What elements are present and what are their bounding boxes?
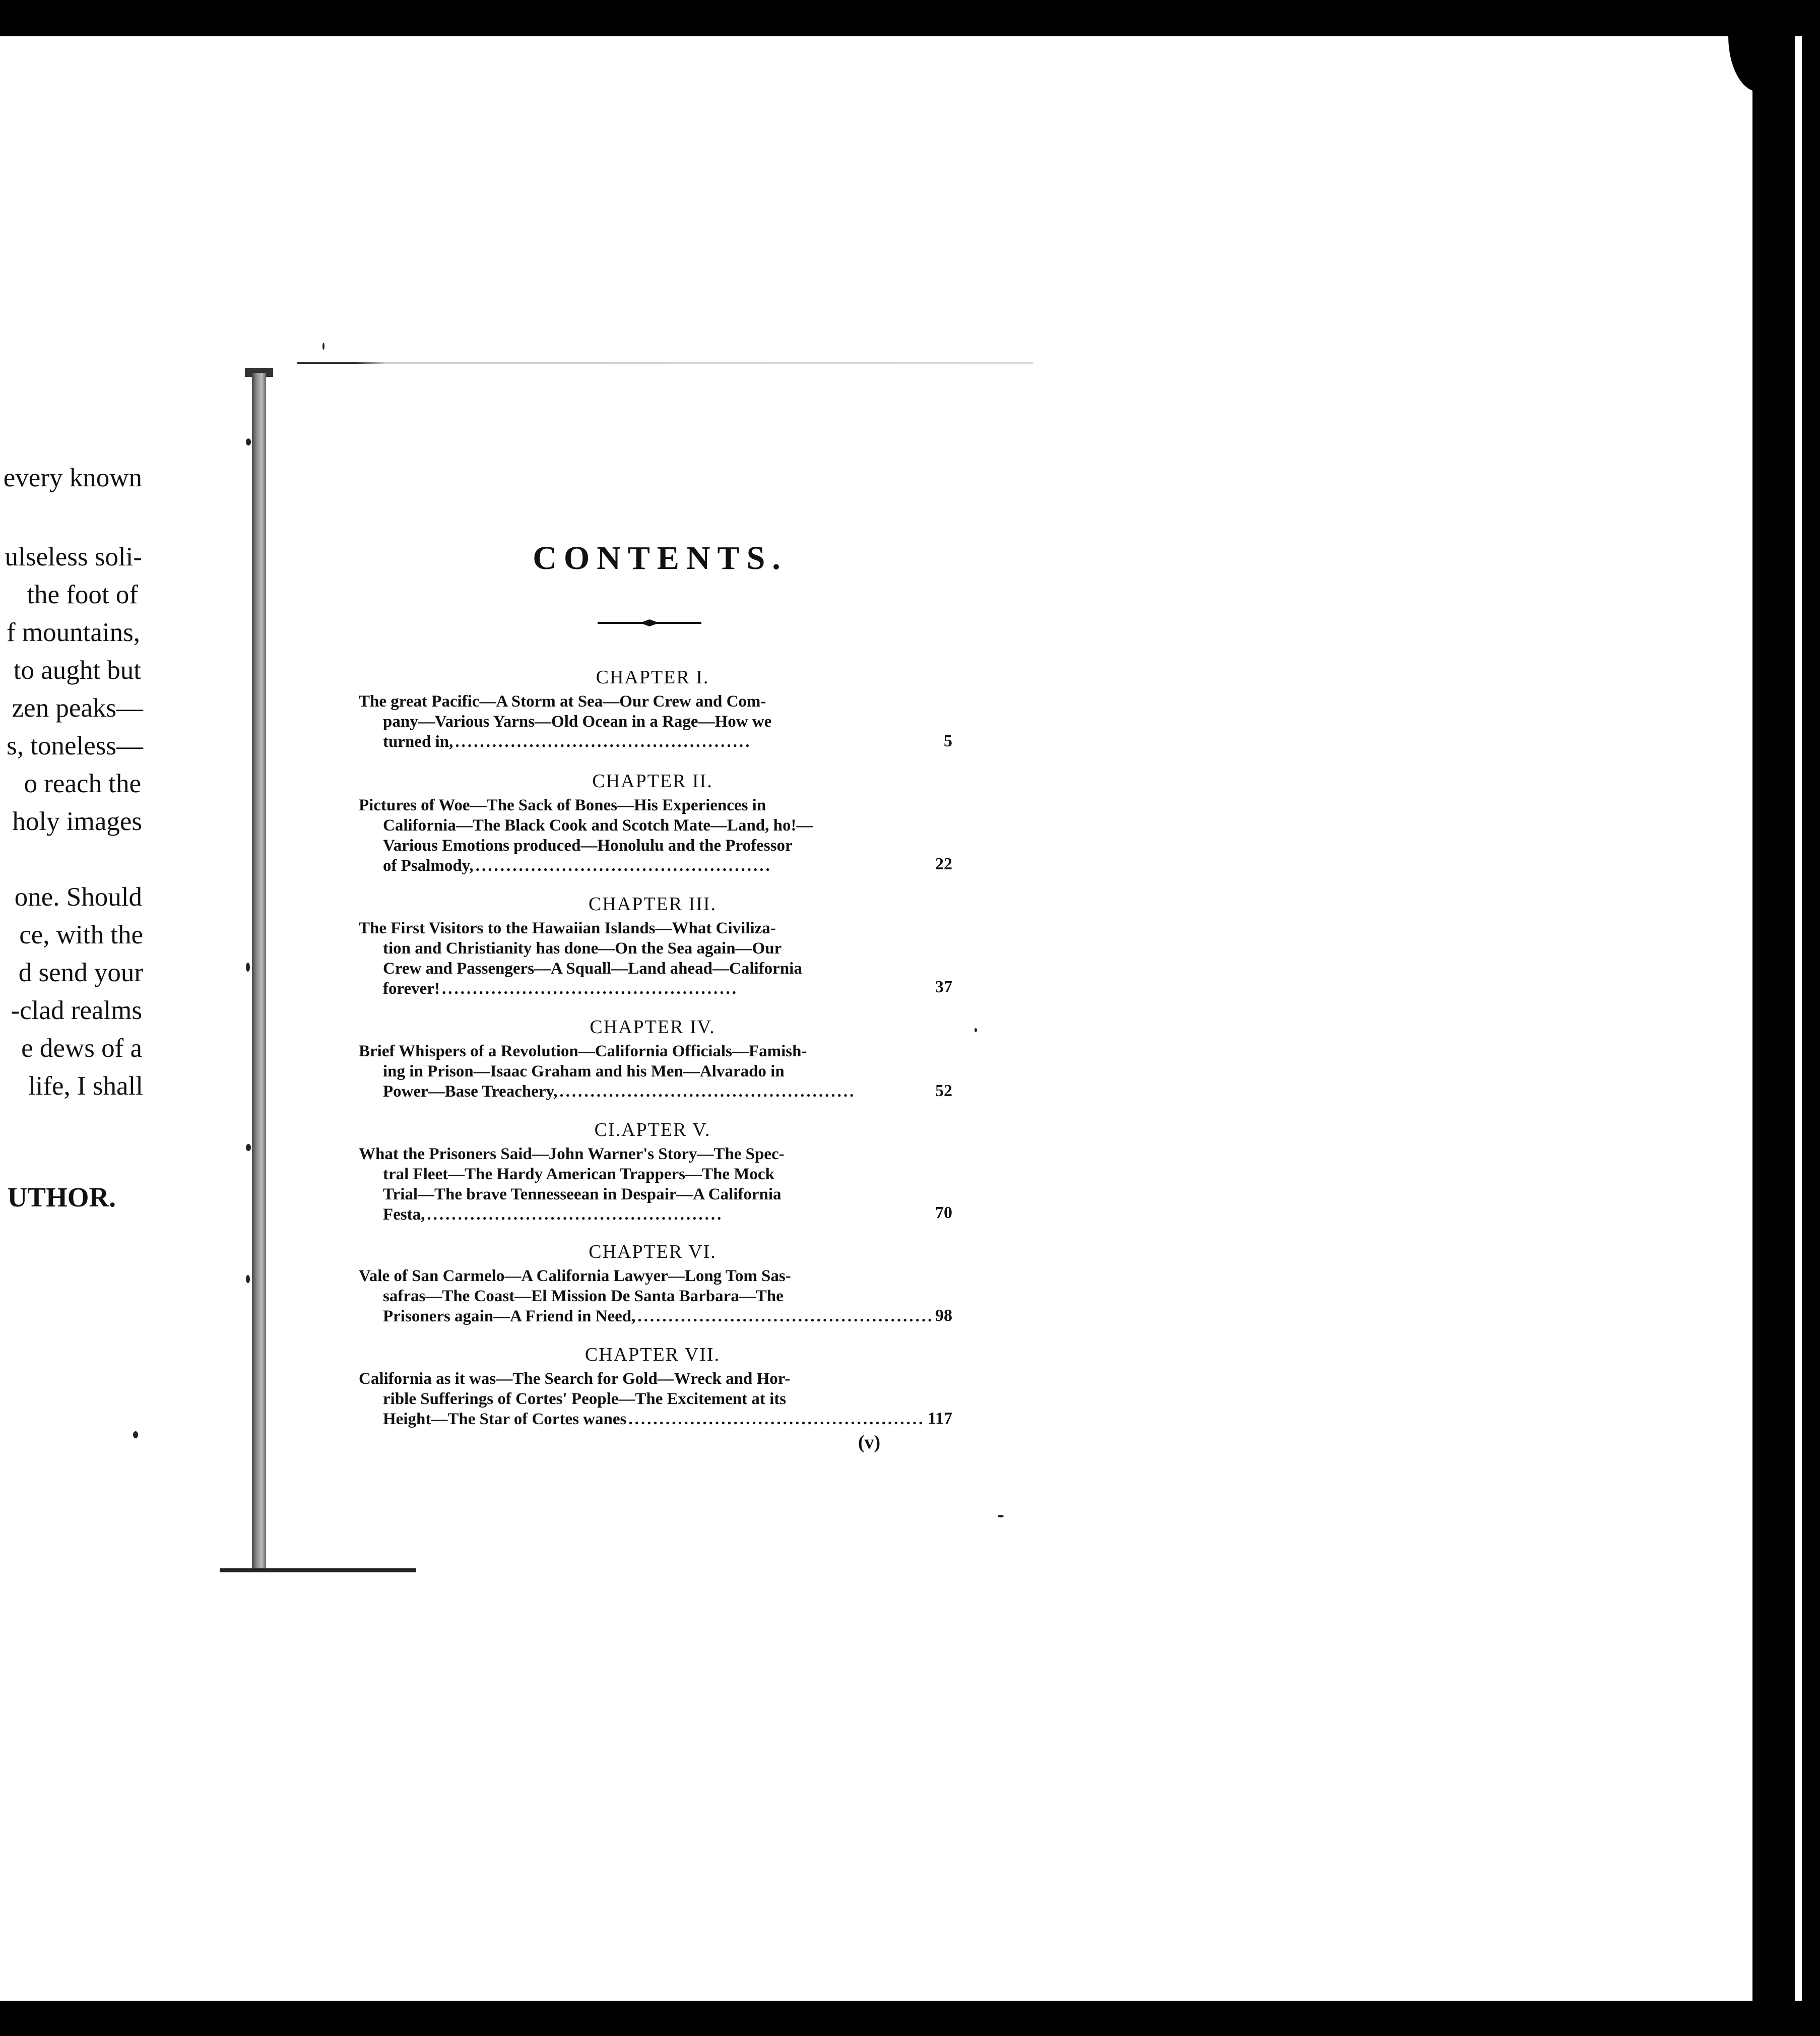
chapter-summary-line: Vale of San Carmelo—A California Lawyer—Long Tom Sas- [359, 1267, 791, 1285]
top-page-edge-rule [297, 362, 1033, 364]
chapter-page-number: 70 [935, 1203, 952, 1222]
chapter-heading: CHAPTER II. [592, 771, 713, 792]
left-page-line: d send your [18, 958, 143, 987]
chapter-heading: CHAPTER VI. [589, 1241, 717, 1262]
dot-leader: ................................................ [441, 980, 738, 998]
chapter-summary-line: Various Emotions produced—Honolulu and the Professor [383, 837, 793, 855]
chapter-page-number: 98 [935, 1306, 952, 1325]
scan-border-right-gap [1795, 36, 1802, 2001]
chapter-page-number: 22 [935, 855, 952, 873]
left-page-line: the foot of [27, 580, 138, 609]
scan-border-right [1752, 36, 1820, 2001]
dust-speck [133, 1431, 138, 1438]
book-gutter [252, 373, 266, 1572]
dust-speck [246, 1144, 251, 1151]
chapter-summary-last-line [359, 856, 904, 876]
chapter-summary-line: What the Prisoners Said—John Warner's Story—The Spec- [359, 1145, 785, 1163]
scan-border-top [0, 0, 1820, 36]
chapter-summary [359, 691, 904, 752]
chapter-summary-line: forever! [383, 980, 440, 998]
dust-speck [246, 963, 250, 972]
dot-leader: ................................................ [637, 1307, 934, 1325]
chapter-summary-last-line [359, 732, 904, 752]
chapter-summary-line: of Psalmody, [383, 857, 474, 875]
chapter-summary [359, 1266, 934, 1326]
dot-leader: ................................................ [559, 1083, 856, 1101]
chapter-summary-line: Pictures of Woe—The Sack of Bones—His Experiences in [359, 796, 766, 814]
chapter-summary [359, 918, 904, 999]
chapter-summary-line: Festa, [383, 1205, 425, 1224]
chapter-summary-line: Trial—The brave Tennesseean in Despair—A California [383, 1185, 782, 1203]
left-page-line: ce, with the [19, 920, 143, 949]
chapter-summary-line: tral Fleet—The Hardy American Trappers—The Mock [383, 1165, 774, 1183]
dot-leader: ................................................ [475, 857, 772, 875]
left-page-line: zen peaks— [12, 693, 143, 723]
chapter-summary [359, 1041, 904, 1102]
dust-speck [246, 438, 251, 446]
scan-border-bottom [0, 2001, 1820, 2036]
dot-leader: ................................................ [628, 1410, 925, 1428]
chapter-summary-line: Height—The Star of Cortes wanes [383, 1410, 627, 1428]
left-page-line: -clad realms [11, 996, 142, 1025]
left-page-line: to aught but [13, 656, 141, 685]
dot-leader: ................................................ [427, 1205, 724, 1224]
page-folio: (v) [858, 1432, 881, 1453]
left-page-line: life, I shall [28, 1071, 143, 1101]
gutter-bottom-rule [220, 1568, 416, 1572]
chapter-heading: CHAPTER III. [588, 894, 717, 915]
chapter-summary-line: California as it was—The Search for Gold—Wreck and Hor- [359, 1370, 791, 1388]
chapter-summary-last-line [359, 979, 904, 999]
chapter-summary-line: safras—The Coast—El Mission De Santa Barbara—The [383, 1287, 784, 1305]
chapter-summary-line: ing in Prison—Isaac Graham and his Men—Alvarado in [383, 1062, 785, 1080]
chapter-summary-line: Crew and Passengers—A Squall—Land ahead—California [383, 960, 802, 978]
dust-speck [322, 343, 324, 350]
chapter-summary-line: turned in, [383, 733, 453, 751]
title-ornament-rule [598, 619, 701, 627]
contents-title: CONTENTS. [533, 540, 788, 577]
dust-speck [998, 1515, 1004, 1517]
dust-speck [974, 1028, 977, 1032]
chapter-summary-line: Prisoners again—A Friend in Need, [383, 1307, 636, 1325]
left-page-line: s, toneless— [7, 731, 143, 760]
chapter-page-number: 52 [935, 1081, 952, 1100]
chapter-summary-line: pany—Various Yarns—Old Ocean in a Rage—How we [383, 713, 772, 731]
chapter-summary [359, 795, 904, 876]
chapter-heading: CHAPTER I. [596, 667, 709, 688]
dot-leader: ................................................ [455, 733, 752, 751]
chapter-summary-last-line [359, 1081, 904, 1102]
chapter-page-number: 117 [927, 1409, 952, 1428]
page-corner-shadow [1728, 36, 1759, 92]
chapter-summary-line: Power—Base Treachery, [383, 1083, 558, 1101]
left-page-signature: UTHOR. [7, 1182, 116, 1213]
chapter-heading: CHAPTER IV. [590, 1016, 716, 1038]
chapter-summary-line: California—The Black Cook and Scotch Mate—Land, ho!— [383, 816, 813, 835]
chapter-heading: CHAPTER VII. [584, 1344, 721, 1365]
chapter-summary [359, 1369, 925, 1429]
left-page-line: o reach the [24, 769, 141, 798]
chapter-summary-line: Brief Whispers of a Revolution—California Officials—Famish- [359, 1042, 807, 1060]
left-page-line: one. Should [14, 882, 142, 912]
left-page-line: every known [3, 463, 142, 492]
chapter-summary-last-line [359, 1306, 934, 1326]
chapter-summary-last-line [359, 1409, 925, 1429]
chapter-summary [359, 1144, 904, 1225]
chapter-summary-line: The First Visitors to the Hawaiian Islands—What Civiliza- [359, 919, 776, 937]
chapter-summary-line: The great Pacific—A Storm at Sea—Our Crew and Com- [359, 692, 766, 711]
left-page-line: holy images [12, 807, 142, 836]
chapter-heading: CI.APTER V. [594, 1119, 711, 1140]
left-page-line: ulseless soli- [5, 542, 142, 571]
left-page-line: e dews of a [21, 1034, 142, 1063]
chapter-page-number: 37 [935, 978, 952, 996]
chapter-summary-line: rible Sufferings of Cortes' People—The Excitement at its [383, 1390, 787, 1408]
chapter-summary-last-line [359, 1204, 904, 1225]
left-page-line: f mountains, [7, 618, 140, 647]
chapter-summary-line: tion and Christianity has done—On the Sea again—Our [383, 939, 782, 958]
dust-speck [246, 1275, 250, 1283]
chapter-page-number: 5 [944, 732, 952, 750]
